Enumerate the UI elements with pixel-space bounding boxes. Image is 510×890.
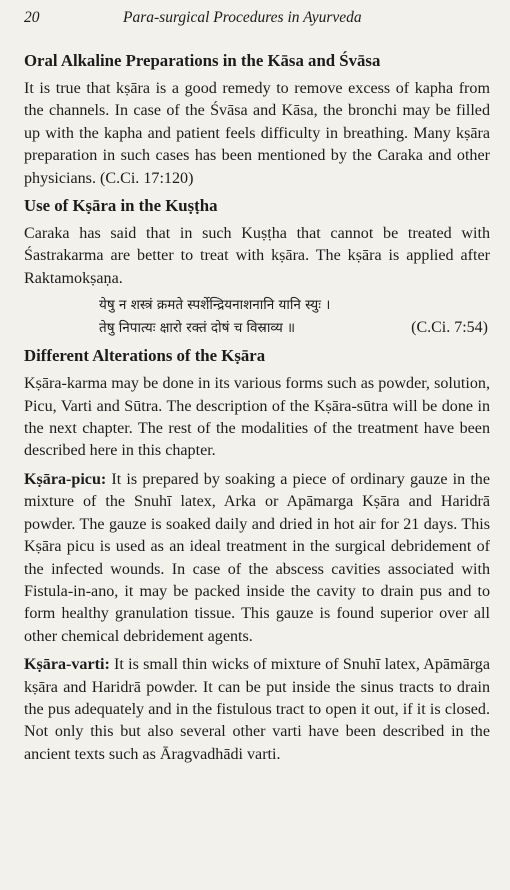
section-different-alterations [24, 345, 490, 766]
page-number: 20 [24, 9, 40, 26]
body-paragraph: It is true that kṣāra is a good remedy to remove excess of kapha from the channels. In case of the Śvāsa and Kāsa, the bronchi may be filled up with the kapha and patient feels difficulty in breathing. Many kṣāra preparation in such cases has been mentioned by the Caraka and other physicians. (C.Ci. 17:120) [24, 80, 490, 187]
body-paragraph: Caraka has said that in such Kuṣṭha that cannot be treated with Śastrakarma are better to treat with kṣāra. The kṣāra is applied after Raktamokṣaṇa. [24, 225, 490, 287]
definition-paragraph-kshara-picu [24, 469, 490, 648]
section-oral-alkaline-preparations [24, 50, 490, 190]
running-title: Para-surgical Procedures in Ayurveda [123, 9, 362, 26]
running-header [24, 9, 494, 31]
sanskrit-verse [24, 294, 490, 340]
section-use-of-kshara-in-kushtha [24, 195, 490, 340]
definition-paragraph-kshara-varti [24, 654, 490, 766]
definition-term: Kṣāra-varti: [24, 656, 110, 674]
section-heading: Different Alterations of the Kṣāra [24, 346, 266, 366]
verse-line: येषु न शस्त्रं क्रमते स्पर्शेन्द्रियनाशनानि यानि स्युः । [99, 297, 331, 314]
body-paragraph: Kṣāra-karma may be done in its various forms such as powder, solution, Picu, Varti and Sūtra. The description of the Kṣāra-sūtra will be done in the next chapter. The rest of the modalities of the treatment have been described here in this chapter. [24, 375, 490, 460]
verse-reference: (C.Ci. 7:54) [411, 319, 488, 337]
definition-text: It is prepared by soaking a piece of ordinary gauze in the mixture of the Snuhī latex, Arka or Apāmarga Kṣāra and Haridrā powder. The gauze is soaked daily and dried in hot air for 21 days. This Kṣāra picu is used as an ideal treatment in the surgical debridement of the infected wounds. In case of the abscess cavities associated with Fistula-in-ano, it may be packed inside the cavity to drain pus and to form healthy granulation tissue. This gauze is found superior over all other chemical debridement agents. [24, 470, 490, 645]
verse-line: तेषु निपात्यः क्षारो रक्तं दोषं च विस्राव्य ॥ [99, 320, 296, 337]
page-content [24, 50, 490, 766]
section-heading: Oral Alkaline Preparations in the Kāsa and Śvāsa [24, 51, 381, 70]
definition-term: Kṣāra-picu: [24, 470, 107, 488]
definition-text: It is small thin wicks of mixture of Snuhī latex, Apāmārga kṣāra and Haridrā powder. It can be put inside the sinus tracts to drain the pus adequately and in the fistulous tract to open it out, if it is closed. Not only this but also several other varti have been described in the ancient texts such as Āragvadhādi varti. [24, 656, 490, 763]
section-heading: Use of Kṣāra in the Kuṣṭha [24, 196, 218, 216]
